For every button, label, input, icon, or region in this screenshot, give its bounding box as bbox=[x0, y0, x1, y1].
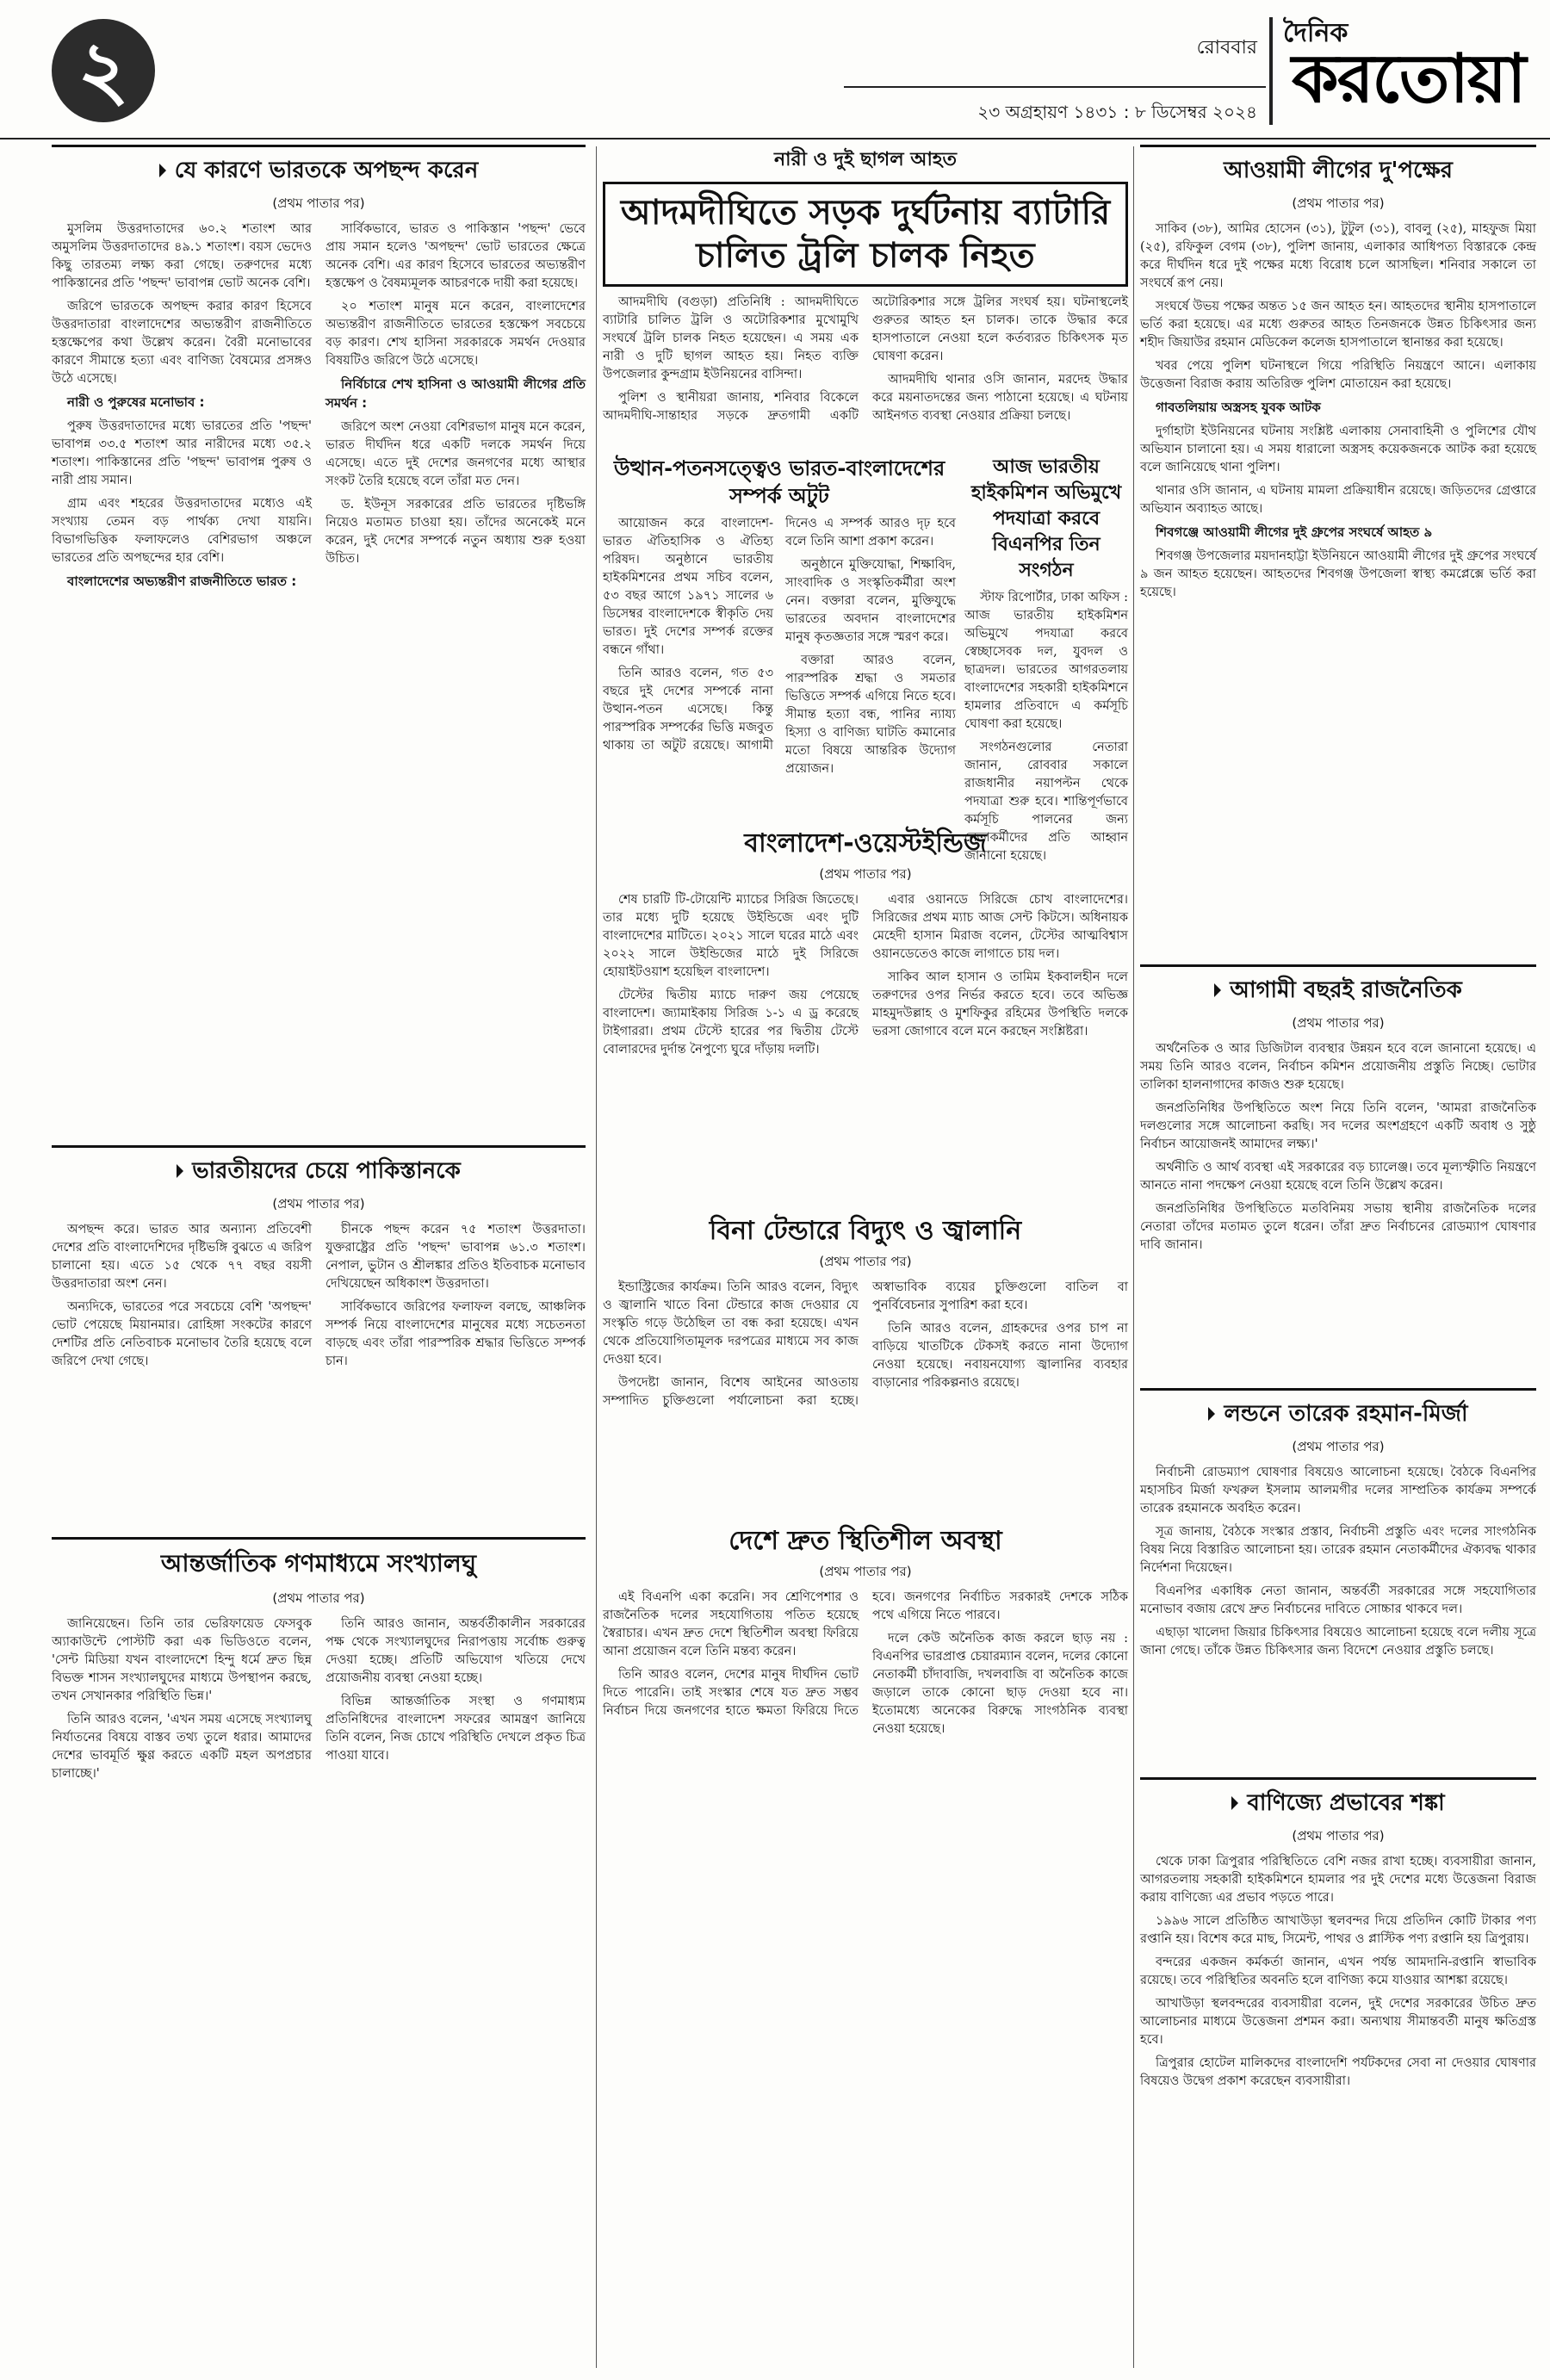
article-body bbox=[1140, 220, 1536, 602]
paragraph: অর্থনৈতিক ও আর ডিজিটাল ব্যবস্থার উন্নয়ন হবে বলে জানানো হয়েছে। এ সময় তিনি আরও বলেন, নির্বাচন কমিশন প্রয়োজনীয় প্রস্তুতি নিচ্ছে। ভোটার তালিকা হালনাগাদের কাজও শুরু হয়েছে। bbox=[1140, 1042, 1536, 1092]
paragraph: তিনি আরও জানান, অন্তর্বর্তীকালীন সরকারের পক্ষ থেকে সংখ্যালঘুদের নিরাপত্তায় সর্বোচ্চ গুরুত্ব দেওয়া হচ্ছে। প্রতিটি অভিযোগ খতিয়ে দেখে প্রয়োজনীয় ব্যবস্থা নেওয়া হচ্ছে। bbox=[326, 1617, 586, 1685]
continued-label: (প্রথম পাতার পর) bbox=[1292, 1439, 1385, 1454]
continued-label: (প্রথম পাতার পর) bbox=[819, 866, 912, 882]
article-body bbox=[603, 891, 1128, 1059]
article-political-next-year bbox=[1140, 964, 1536, 1378]
paragraph: এছাড়া খালেদা জিয়ার চিকিৎসার বিষয়েও আলোচনা হয়েছে বলে দলীয় সূত্রে জানা গেছে। তাঁকে উন্নত চিকিৎসার জন্য বিদেশে নেওয়ার প্রস্তুতি চলছে। bbox=[1140, 1626, 1536, 1658]
article-body bbox=[603, 515, 956, 778]
paragraph: ইন্ডাস্ট্রিজের কার্যক্রম। তিনি আরও বলেন, বিদ্যুৎ ও জ্বালানি খাতে বিনা টেন্ডারে কাজ দেওয়ার যে সংস্কৃতি গড়ে উঠেছিল তা বন্ধ করা হয়েছে। এখন থেকে প্রতিযোগিতামূলক দরপত্রের মাধ্যমে সব কাজ দেওয়া হবে। bbox=[603, 1280, 859, 1367]
paragraph: তিনি আরও বলেন, গত ৫৩ বছরে দুই দেশের সম্পর্কে নানা উত্থান-পতন এসেছে। কিন্তু পারস্পরিক সম্পর্কের ভিত্তি মজবুত থাকায় তা অটুট রয়েছে। আগামী দিনেও এ সম্পর্ক আরও দৃঢ় হবে বলে তিনি আশা প্রকাশ করেন। bbox=[603, 517, 956, 753]
paragraph: ত্রিপুরার হোটেল মালিকদের বাংলাদেশি পর্যটকদের সেবা না দেওয়ার ঘোষণার বিষয়েও উদ্বেগ প্রকাশ করেছেন ব্যবসায়ীরা। bbox=[1140, 2056, 1536, 2088]
article-title: আজ ভারতীয় হাইকমিশন অভিমুখে পদযাত্রা করবে বিএনপির তিন সংগঠন bbox=[970, 456, 1122, 581]
masthead-date: ২৩ অগ্রহায়ণ ১৪৩১ : ৮ ডিসেম্বর ২০২৪ bbox=[977, 102, 1257, 122]
paragraph: শেষ চারটি টি-টোয়েন্টি ম্যাচের সিরিজ জিতেছে। তার মধ্যে দুটি হয়েছে উইন্ডিজে এবং দুটি বাংলাদেশের মাটিতে। ২০২১ সালে ঘরের মাঠে এবং ২০২২ সালে উইন্ডিজের মাঠে দুই সিরিজে হোয়াইটওয়াশ হয়েছিল বাংলাদেশ। bbox=[603, 893, 859, 979]
continued-label: (প্রথম পাতার পর) bbox=[1292, 1015, 1385, 1031]
paragraph: তিনি আরও বলেন, গ্রাহকদের ওপর চাপ না বাড়িয়ে খাতটিকে টেকসই করতে নানা উদ্যোগ নেওয়া হয়েছে। নবায়নযোগ্য জ্বালানির ব্যবহার বাড়ানোর পরিকল্পনাও রয়েছে। bbox=[872, 1322, 1128, 1390]
paragraph: সংঘর্ষে উভয় পক্ষের অন্তত ১৫ জন আহত হন। আহতদের স্থানীয় হাসপাতালে ভর্তি করা হয়েছে। এর মধ্যে গুরুতর আহত তিনজনকে উন্নত চিকিৎসার জন্য শহীদ জিয়াউর রহমান মেডিকেল কলেজ হাসপাতালে স্থানান্তর করা হয়েছে। bbox=[1140, 300, 1536, 350]
article-bnp-march bbox=[964, 455, 1128, 863]
paragraph: ড. ইউনূস সরকারের প্রতি ভারতের দৃষ্টিভঙ্গি নিয়েও মতামত চাওয়া হয়। তাঁদের অনেকেই মনে করেন, দুই দেশের সম্পর্কে নতুন অধ্যায় শুরু হওয়া উচিত। bbox=[326, 498, 586, 566]
masthead-divider bbox=[1269, 17, 1273, 125]
article-minorities-media bbox=[52, 1537, 586, 2364]
continued-label: (প্রথম পাতার পর) bbox=[272, 195, 365, 211]
paragraph: এবার ওয়ানডে সিরিজে চোখ বাংলাদেশের। সিরিজের প্রথম ম্যাচ আজ সেন্ট কিটসে। অধিনায়ক মেহেদী হাসান মিরাজ বলেন, টেস্টের আত্মবিশ্বাস ওয়ানডেতেও কাজে লাগাতে চায় দল। bbox=[872, 893, 1128, 961]
paragraph: স্টাফ রিপোর্টার, ঢাকা অফিস : আজ ভারতীয় হাইকমিশন অভিমুখে পদযাত্রা করবে স্বেচ্ছাসেবক দল, যুবদল ও ছাত্রদল। ভারতের আগরতলায় বাংলাদেশের সহকারী হাইকমিশনে হামলার প্রতিবাদে এ কর্মসূচি ঘোষণা করা হয়েছে। bbox=[964, 591, 1128, 731]
article-stability bbox=[603, 1524, 1128, 2368]
article-title: আগামী বছরই রাজনৈতিক bbox=[1140, 964, 1536, 1010]
article-title: আওয়ামী লীগের দু'পক্ষের bbox=[1140, 145, 1536, 190]
article-title: আন্তর্জাতিক গণমাধ্যমে সংখ্যালঘু bbox=[52, 1537, 586, 1585]
article-body bbox=[1140, 1040, 1536, 1255]
article-bangladesh-westindies bbox=[603, 827, 1128, 1205]
article-title: বিনা টেন্ডারে বিদ্যুৎ ও জ্বালানি bbox=[709, 1216, 1022, 1246]
paragraph: এই বিএনপি একা করেনি। সব শ্রেণিপেশার ও রাজনৈতিক দলের সহযোগিতায় পতিত হয়েছে স্বৈরাচার। এখন দ্রুত দেশে স্থিতিশীল অবস্থা ফিরিয়ে আনা প্রয়োজন বলে তিনি মন্তব্য করেন। bbox=[603, 1590, 859, 1658]
article-body bbox=[964, 589, 1128, 865]
paragraph: জরিপে অংশ নেওয়া বেশিরভাগ মানুষ মনে করেন, ভারত দীর্ঘদিন ধরে একটি দলকে সমর্থন দিয়ে এসেছে। এতে দুই দেশের জনগণের মধ্যে আস্থার সংকট তৈরি হয়েছে বলে তাঁরা মত দেন। bbox=[326, 420, 586, 488]
article-adamdighi-accident bbox=[603, 145, 1128, 446]
article-dislike-india bbox=[52, 145, 586, 1135]
article-body bbox=[52, 220, 586, 592]
article-trade-impact bbox=[1140, 1777, 1536, 2368]
continued-label: (প্রথম পাতার পর) bbox=[272, 1196, 365, 1212]
subheading: শিবগঞ্জে আওয়ামী লীগের দুই গ্রুপের সংঘর্ষে আহত ৯ bbox=[1156, 524, 1433, 540]
article-body bbox=[603, 1589, 1128, 1739]
paragraph: ২০ শতাংশ মানুষ মনে করেন, বাংলাদেশের অভ্যন্তরীণ রাজনীতিতে ভারতের হস্তক্ষেপ সবচেয়ে বড় কারণ। শেখ হাসিনা সরকারকে সমর্থন দেওয়ার বিষয়টিও জরিপে উঠে এসেছে। bbox=[326, 300, 586, 368]
paragraph: দলে কেউ অনৈতিক কাজ করলে ছাড় নয় : বিএনপির ভারপ্রাপ্ত চেয়ারম্যান বলেন, দলের কোনো নেতাকর্মী চাঁদাবাজি, দখলবাজি বা অনৈতিক কাজে জড়ালে তাকে কোনো ছাড় দেওয়া হবে না। ইতোমধ্যে অনেকের বিরুদ্ধে সাংগঠনিক ব্যবস্থা নেওয়া হয়েছে। bbox=[872, 1632, 1128, 1736]
paragraph: জরিপে ভারতকে অপছন্দ করার কারণ হিসেবে উত্তরদাতারা বাংলাদেশের অভ্যন্তরীণ রাজনীতিতে হস্তক্ষেপের কথা উল্লেখ করেন। বৈরী মনোভাবের কারণে সীমান্তে হত্যা এবং বাণিজ্য বৈষম্যের প্রসঙ্গও উঠে এসেছে। bbox=[52, 300, 312, 386]
article-pakistan-vs-india bbox=[52, 1145, 586, 1524]
paragraph: গ্রাম এবং শহরের উত্তরদাতাদের মধ্যেও এই সংখ্যায় তেমন বড় পার্থক্য দেখা যায়নি। বিভাগভিত্তিক ফলাফলেও বেশিরভাগ অঞ্চলে ভারতের প্রতি অপছন্দের হার বেশি। bbox=[52, 497, 312, 565]
article-body bbox=[603, 1279, 1128, 1410]
subheading: নির্বিচারে শেখ হাসিনা ও আওয়ামী লীগের প্রতি সমর্থন : bbox=[326, 376, 586, 411]
article-body bbox=[603, 294, 1128, 428]
paragraph: অন্যদিকে, ভারতের পরে সবচেয়ে বেশি 'অপছন্দ' ভোট পেয়েছে মিয়ানমার। রোহিঙ্গা সংকটের কারণে দেশটির প্রতি নেতিবাচক মনোভাব তৈরি হয়েছে বলে জরিপে দেখা গেছে। bbox=[52, 1300, 312, 1368]
paragraph: সার্বিকভাবে, ভারত ও পাকিস্তান 'পছন্দ' ভেবে প্রায় সমান হলেও 'অপছন্দ' ভোট ভারতের ক্ষেত্রে অনেক বেশি। এর কারণ হিসেবে ভারতের অভ্যন্তরীণ হস্তক্ষেপ ও বৈষম্যমূলক আচরণকে দায়ী করা হয়েছে। bbox=[326, 222, 586, 290]
logo-big-text: করতোয়া bbox=[1292, 40, 1525, 118]
article-body bbox=[1140, 1853, 1536, 2091]
continued-label: (প্রথম পাতার পর) bbox=[1292, 1828, 1385, 1844]
paragraph: অপছন্দ করে। ভারত আর অন্যান্য প্রতিবেশী দেশের প্রতি বাংলাদেশিদের দৃষ্টিভঙ্গি বুঝতে এ জরিপ চালানো হয়। এতে ১৫ থেকে ৭৭ বছর বয়সী উত্তরদাতারা অংশ নেন। bbox=[52, 1223, 312, 1291]
paragraph: তিনি আরও বলেন, দেশের মানুষ দীর্ঘদিন ভোট দিতে পারেনি। তাই সংস্কার শেষে যত দ্রুত সম্ভব নির্বাচন দিয়ে জনগণের হাতে ক্ষমতা ফিরিয়ে দিতে হবে। জনগণের নির্বাচিত সরকারই দেশকে সঠিক পথে এগিয়ে নিতে পারবে। bbox=[603, 1590, 1128, 1718]
paragraph: থানার ওসি জানান, এ ঘটনায় মামলা প্রক্রিয়াধীন রয়েছে। জড়িতদের গ্রেপ্তারে অভিযান অব্যাহত আছে। bbox=[1140, 484, 1536, 516]
paragraph: তিনি আরও বলেন, 'এখন সময় এসেছে সংখ্যালঘু নির্যাতনের বিষয়ে বাস্তব তথ্য তুলে ধরার। আমাদের দেশের ভাবমূর্তি ক্ষুণ্ণ করতে একটি মহল অপপ্রচার চালাচ্ছে।' bbox=[52, 1713, 312, 1781]
subheading: নারী ও পুরুষের মনোভাব : bbox=[67, 394, 205, 410]
paragraph: আখাউড়া স্থলবন্দরের ব্যবসায়ীরা বলেন, দুই দেশের সরকারের উচিত দ্রুত আলোচনার মাধ্যমে উত্তেজনা প্রশমন করা। অন্যথায় সীমান্তবর্তী মানুষ ক্ষতিগ্রস্ত হবে। bbox=[1140, 1997, 1536, 2047]
continued-label: (প্রথম পাতার পর) bbox=[272, 1590, 365, 1606]
paragraph: উপদেষ্টা জানান, বিশেষ আইনের আওতায় সম্পাদিত চুক্তিগুলো পর্যালোচনা করা হচ্ছে। অস্বাভাবিক ব্যয়ের চুক্তিগুলো বাতিল বা পুনর্বিবেচনার সুপারিশ করা হবে। bbox=[603, 1280, 1128, 1408]
article-title: বাংলাদেশ-ওয়েস্টইন্ডিজ bbox=[744, 828, 987, 858]
paragraph: জনপ্রতিনিধির উপস্থিতিতে অংশ নিয়ে তিনি বলেন, 'আমরা রাজনৈতিক দলগুলোর সঙ্গে আলোচনা করছি। সব দলের অংশগ্রহণে একটি অবাধ ও সুষ্ঠু নির্বাচন আয়োজনই আমাদের লক্ষ্য।' bbox=[1140, 1101, 1536, 1151]
continued-label: (প্রথম পাতার পর) bbox=[1292, 195, 1385, 211]
article-title: দেশে দ্রুত স্থিতিশীল অবস্থা bbox=[728, 1526, 1002, 1556]
paragraph: বিভিন্ন আন্তর্জাতিক সংস্থা ও গণমাধ্যম প্রতিনিধিদের বাংলাদেশ সফরের আমন্ত্রণ জানিয়ে তিনি বলেন, নিজ চোখে পরিস্থিতি দেখলে প্রকৃত চিত্র পাওয়া যাবে। bbox=[326, 1695, 586, 1763]
paragraph: নির্বাচনী রোডম্যাপ ঘোষণার বিষয়েও আলোচনা হয়েছে। বৈঠকে বিএনপির মহাসচিব মির্জা ফখরুল ইসলাম আলমগীর দলের সাম্প্রতিক কার্যক্রম সম্পর্কে তারেক রহমানকে অবহিত করেন। bbox=[1140, 1466, 1536, 1515]
article-title: লন্ডনে তারেক রহমান-মির্জা bbox=[1140, 1388, 1536, 1434]
paragraph: সূত্র জানায়, বৈঠকে সংস্কার প্রস্তাব, নির্বাচনী প্রস্তুতি এবং দলের সাংগঠনিক বিষয় নিয়ে বিস্তারিত আলোচনা হয়। তারেক রহমান নেতাকর্মীদের ঐক্যবদ্ধ থাকার নির্দেশনা দিয়েছেন। bbox=[1140, 1525, 1536, 1575]
paragraph: অনুষ্ঠানে মুক্তিযোদ্ধা, শিক্ষাবিদ, সাংবাদিক ও সংস্কৃতিকর্মীরা অংশ নেন। বক্তারা বলেন, মুক্তিযুদ্ধে ভারতের অবদান বাংলাদেশের মানুষ কৃতজ্ঞতার সঙ্গে স্মরণ করে। bbox=[785, 558, 956, 644]
article-body bbox=[52, 1615, 586, 1783]
article-body bbox=[52, 1221, 586, 1376]
article-awami-league-clash bbox=[1140, 145, 1536, 954]
article-title: আদমদীঘিতে সড়ক দুর্ঘটনায় ব্যাটারি চালিত ট্রলি চালক নিহত bbox=[603, 182, 1128, 287]
paragraph: অর্থনীতি ও আর্থ ব্যবস্থা এই সরকারের বড় চ্যালেঞ্জ। তবে মূল্যস্ফীতি নিয়ন্ত্রণে আনতে নানা পদক্ষেপ নেওয়া হয়েছে বলে তিনি উল্লেখ করেন। bbox=[1140, 1161, 1536, 1193]
paragraph: ১৯৯৬ সালে প্রতিষ্ঠিত আখাউড়া স্থলবন্দর দিয়ে প্রতিদিন কোটি টাকার পণ্য রপ্তানি হয়। বিশেষ করে মাছ, সিমেন্ট, পাথর ও প্লাস্টিক পণ্য রপ্তানি হয় ত্রিপুরায়। bbox=[1140, 1914, 1536, 1946]
article-kicker: নারী ও দুই ছাগল আহত bbox=[774, 149, 957, 170]
article-title: উত্থান-পতনসত্ত্বেও ভারত-বাংলাদেশের সম্পর্ক অটুট bbox=[613, 456, 946, 508]
paragraph: শিবগঞ্জ উপজেলার ময়দানহাট্টা ইউনিয়নে আওয়ামী লীগের দুই গ্রুপের সংঘর্ষে ৯ জন আহত হয়েছেন। আহতদের শিবগঞ্জ উপজেলা স্বাস্থ্য কমপ্লেক্সে ভর্তি করা হয়েছে। bbox=[1140, 549, 1536, 599]
masthead bbox=[0, 0, 1550, 139]
logo-small-text: দৈনিক bbox=[1283, 18, 1348, 48]
article-power-energy bbox=[603, 1214, 1128, 1515]
paragraph: আদমদীঘি থানার ওসি জানান, মরদেহ উদ্ধার করে ময়নাতদন্তের জন্য পাঠানো হয়েছে। এ ঘটনায় আইনগত ব্যবস্থা নেওয়ার প্রক্রিয়া চলছে। bbox=[872, 373, 1128, 423]
paragraph: সংগঠনগুলোর নেতারা জানান, রোববার সকালে রাজধানীর নয়াপল্টন থেকে পদযাত্রা শুরু হবে। শান্তিপূর্ণভাবে কর্মসূচি পালনের জন্য নেতাকর্মীদের প্রতি আহ্বান জানানো হয়েছে। bbox=[964, 741, 1128, 863]
column-separator bbox=[1133, 146, 1134, 2368]
paragraph: দুর্গাহাটা ইউনিয়নের ঘটনায় সংশ্লিষ্ট এলাকায় সেনাবাহিনী ও পুলিশের যৌথ অভিযান চালানো হয়। এ সময় ধারালো অস্ত্রসহ কয়েকজনকে আটক করা হয়েছে বলে জানিয়েছে থানা পুলিশ। bbox=[1140, 425, 1536, 474]
continued-label: (প্রথম পাতার পর) bbox=[819, 1254, 912, 1269]
article-body bbox=[1140, 1464, 1536, 1660]
newspaper-logo bbox=[1283, 12, 1533, 124]
paragraph: পুরুষ উত্তরদাতাদের মধ্যে ভারতের প্রতি 'পছন্দ' ভাবাপন্ন ৩৩.৫ শতাংশ আর নারীদের মধ্যে ৩৫.২ শতাংশ। পাকিস্তানের প্রতি 'পছন্দ' ভাবাপন্ন পুরুষ ও নারী প্রায় সমান। bbox=[52, 419, 312, 487]
article-title: ভারতীয়দের চেয়ে পাকিস্তানকে bbox=[52, 1145, 586, 1191]
paragraph: সাকিব আল হাসান ও তামিম ইকবালহীন দলে তরুণদের ওপর নির্ভর করতে হবে। তবে অভিজ্ঞ মাহমুদউল্লাহ ও মুশফিকুর রহিমের উপস্থিতি দলকে ভরসা জোগাবে বলে মনে করছেন সংশ্লিষ্টরা। bbox=[872, 970, 1128, 1038]
paragraph: চীনকে পছন্দ করেন ৭৫ শতাংশ উত্তরদাতা। যুক্তরাষ্ট্রের প্রতি 'পছন্দ' ভাবাপন্ন ৬১.৩ শতাংশ। নেপাল, ভুটান ও শ্রীলঙ্কার প্রতিও ইতিবাচক মনোভাব দেখিয়েছেন অধিকাংশ উত্তরদাতা। bbox=[326, 1223, 586, 1291]
page-number: ২ bbox=[52, 19, 155, 122]
paragraph: টেস্টের দ্বিতীয় ম্যাচে দারুণ জয় পেয়েছে বাংলাদেশ। জ্যামাইকায় সিরিজ ১-১ এ ড্র করেছে টাইগাররা। প্রথম টেস্টে হারের পর দ্বিতীয় টেস্টে বোলারদের দুর্দান্ত নৈপুণ্যে ঘুরে দাঁড়ায় দলটি। bbox=[603, 989, 859, 1057]
article-title: বাণিজ্যে প্রভাবের শঙ্কা bbox=[1140, 1777, 1536, 1823]
continued-label: (প্রথম পাতার পর) bbox=[819, 1564, 912, 1579]
paragraph: পুলিশ ও স্থানীয়রা জানায়, শনিবার বিকেলে আদমদীঘি-সান্তাহার সড়কে দ্রুতগামী একটি অটোরিকশার সঙ্গে ট্রলির সংঘর্ষ হয়। ঘটনাস্থলেই গুরুতর আহত হন চালক। তাকে উদ্ধার করে হাসপাতালে নেওয়া হলে কর্তব্যরত চিকিৎসক মৃত ঘোষণা করেন। bbox=[603, 295, 1128, 423]
paragraph: জানিয়েছেন। তিনি তার ভেরিফায়েড ফেসবুক অ্যাকাউন্টে পোস্টটি করা এক ভিডিওতে বলেন, 'সেন্ট মিডিয়া যখন বাংলাদেশে হিন্দু ধর্মে দ্রুত ছিন্ন বিভক্ত শাসন সংখ্যালঘুদের মাধ্যমে উপস্থাপন করছে, তখন সেখানকার পরিস্থিতি ভিন্ন।' bbox=[52, 1617, 312, 1703]
masthead-day: রোববার bbox=[1196, 37, 1257, 59]
article-india-bangladesh-relations bbox=[603, 455, 956, 816]
masthead-rule bbox=[844, 86, 1266, 88]
paragraph: মুসলিম উত্তরদাতাদের ৬০.২ শতাংশ আর অমুসলিম উত্তরদাতাদের ৪৯.১ শতাংশ। বয়স ভেদেও কিছু তারতম্য লক্ষ্য করা গেছে। তরুণদের মধ্যে পাকিস্তানের প্রতি 'পছন্দ' ভাবাপন্ন ভোট অনেক বেশি। bbox=[52, 222, 312, 290]
paragraph: জনপ্রতিনিধির উপস্থিতিতে মতবিনিময় সভায় স্থানীয় রাজনৈতিক দলের নেতারা তাঁদের মতামত তুলে ধরেন। তাঁরা দ্রুত নির্বাচনের রোডম্যাপ ঘোষণার দাবি জানান। bbox=[1140, 1202, 1536, 1252]
subheading: গাবতলিয়ায় অস্ত্রসহ যুবক আটক bbox=[1156, 400, 1321, 415]
paragraph: সার্বিকভাবে জরিপের ফলাফল বলছে, আঞ্চলিক সম্পর্ক নিয়ে বাংলাদেশের মানুষের মধ্যে সচেতনতা বাড়ছে এবং তাঁরা পারস্পরিক শ্রদ্ধার ভিত্তিতে সম্পর্ক চান। bbox=[326, 1300, 586, 1368]
subheading: বাংলাদেশের অভ্যন্তরীণ রাজনীতিতে ভারত : bbox=[67, 573, 297, 589]
paragraph: থেকে ঢাকা ত্রিপুরার পরিস্থিতিতে বেশি নজর রাখা হচ্ছে। ব্যবসায়ীরা জানান, আগরতলায় সহকারী হাইকমিশনে হামলার পর দুই দেশের মধ্যে উত্তেজনা বিরাজ করায় বাণিজ্যে এর প্রভাব পড়তে পারে। bbox=[1140, 1855, 1536, 1905]
paragraph: সাকিব (৩৮), আমির হোসেন (৩১), টুটুল (৩১), বাবলু (২৫), মাহফুজ মিয়া (২৫), রফিকুল বেগম (৩৮), পুলিশ জানায়, এলাকার আধিপত্য বিস্তারকে কেন্দ্র করে দীর্ঘদিন ধরে দুই পক্ষের মধ্যে বিরোধ চলে আসছিল। শনিবার সকালে তা সংঘর্ষে রূপ নেয়। bbox=[1140, 222, 1536, 290]
article-tarique-london bbox=[1140, 1388, 1536, 1767]
paragraph: আয়োজন করে বাংলাদেশ-ভারত ঐতিহাসিক ও ঐতিহ্য পরিষদ। অনুষ্ঠানে ভারতীয় হাইকমিশনের প্রথম সচিব বলেন, ৫৩ বছর আগে ১৯৭১ সালের ৬ ডিসেম্বর বাংলাদেশকে স্বীকৃতি দেয় ভারত। দুই দেশের সম্পর্ক রক্তের বন্ধনে গাঁথা। bbox=[603, 517, 773, 657]
article-title: যে কারণে ভারতকে অপছন্দ করেন bbox=[52, 145, 586, 190]
paragraph: খবর পেয়ে পুলিশ ঘটনাস্থলে গিয়ে পরিস্থিতি নিয়ন্ত্রণে আনে। এলাকায় উত্তেজনা বিরাজ করায় অতিরিক্ত পুলিশ মোতায়েন করা হয়েছে। bbox=[1140, 359, 1536, 391]
paragraph: বন্দরের একজন কর্মকর্তা জানান, এখন পর্যন্ত আমদানি-রপ্তানি স্বাভাবিক রয়েছে। তবে পরিস্থিতির অবনতি হলে বাণিজ্য কমে যাওয়ার আশঙ্কা রয়েছে। bbox=[1140, 1955, 1536, 1987]
column-separator bbox=[596, 146, 597, 2368]
paragraph: বক্তারা আরও বলেন, পারস্পরিক শ্রদ্ধা ও সমতার ভিত্তিতে সম্পর্ক এগিয়ে নিতে হবে। সীমান্ত হত্যা বন্ধ, পানির ন্যায্য হিস্যা ও বাণিজ্য ঘাটতি কমানোর মতো বিষয়ে আন্তরিক উদ্যোগ প্রয়োজন। bbox=[785, 654, 956, 776]
paragraph: বিএনপির একাধিক নেতা জানান, অন্তর্বর্তী সরকারের সঙ্গে সহযোগিতার মনোভাব বজায় রেখে দ্রুত নির্বাচনের দাবিতে সোচ্চার থাকবে দল। bbox=[1140, 1584, 1536, 1616]
paragraph: আদমদীঘি (বগুড়া) প্রতিনিধি : আদমদীঘিতে ব্যাটারি চালিত ট্রলি ও অটোরিকশার মুখোমুখি সংঘর্ষে ট্রলি চালক নিহত হয়েছেন। এ সময় এক নারী ও দুটি ছাগল আহত হয়। নিহত ব্যক্তি উপজেলার কুন্দগ্রাম ইউনিয়নের বাসিন্দা। bbox=[603, 295, 859, 381]
